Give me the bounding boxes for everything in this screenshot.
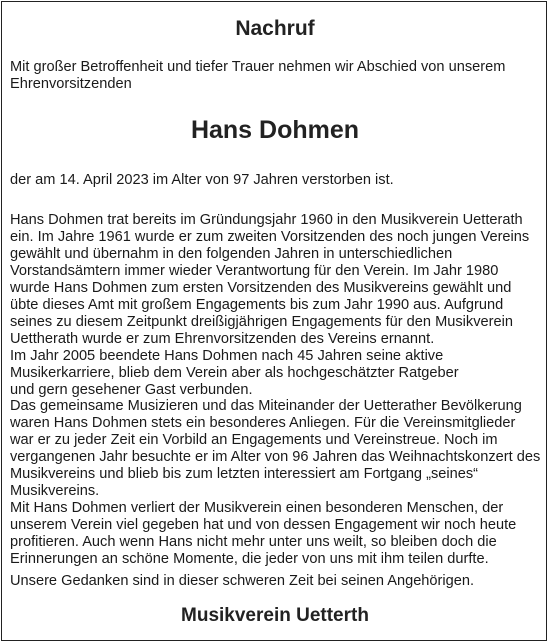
body-line: profitieren. Auch wenn Hans nicht mehr unter uns weilt, so bleiben doch die [10, 534, 497, 551]
intro-line: Mit großer Betroffenheit und tiefer Trauer nehmen wir Abschied von unserem [10, 59, 506, 75]
body-line: Musikvereins. [10, 483, 100, 500]
body-line: war er zu jeder Zeit ein Vorbild an Engagements und Vereinstreue. Noch im [10, 432, 498, 449]
signature: Musikverein Uetterth [181, 605, 369, 626]
body-line: vergangenen Jahr besuchte er im Alter von 96 Jahren das Weihnachtskonzert des [10, 449, 541, 466]
body-line: Im Jahr 2005 beendete Hans Dohmen nach 45 Jahren seine aktive [10, 347, 444, 364]
notice-title: Nachruf [235, 17, 315, 40]
body-line: Musikvereins und blieb bis zum letzten interessiert am Fortgang „seines“ [10, 466, 479, 483]
body-line: Das gemeinsame Musizieren und das Miteinander der Uetterather Bevölkerung [10, 398, 522, 415]
body-line: gewählt und übernahm in den folgenden Jahren in unterschiedlichen [10, 245, 453, 262]
body-line: Vorstandsämtern immer wieder Verantwortung für den Verein. Im Jahr 1980 [10, 262, 499, 279]
body-line: wurde Hans Dohmen zum ersten Vorsitzenden des Musikvereins gewählt und [10, 279, 512, 296]
closing-line: Unsere Gedanken sind in dieser schweren Zeit bei seinen Angehörigen. [10, 573, 475, 589]
body-line: Musikerkarriere, blieb dem Verein aber als hochgeschätzter Ratgeber [10, 364, 459, 381]
body-line: und gern gesehener Gast verbunden. [10, 381, 253, 398]
body-line: Uettherath wurde er zum Ehrenvorsitzenden des Vereins ernannt. [10, 330, 435, 347]
deceased-name: Hans Dohmen [190, 116, 360, 144]
body-line: ein. Im Jahre 1961 wurde er zum zweiten Vorsitzenden des noch jungen Vereins [10, 228, 530, 245]
body-line: seines zu diesem Zeitpunkt dreißigjährigen Engagements für den Musikverein [10, 313, 513, 330]
death-line: der am 14. April 2023 im Alter von 97 Jahren verstorben ist. [10, 172, 394, 188]
body-line: Mit Hans Dohmen verliert der Musikverein einen besonderen Menschen, der [10, 500, 504, 517]
body-line: unserem Verein viel gegeben hat und von dessen Engagement wir noch heute [10, 517, 517, 534]
intro-line: Ehrenvorsitzenden [10, 76, 132, 92]
body-line: Hans Dohmen trat bereits im Gründungsjahr 1960 in den Musikverein Uetterath [10, 212, 523, 228]
body-line: übte dieses Amt mit großem Engagements bis zum Jahr 1990 aus. Aufgrund [10, 296, 504, 313]
body-line: Erinnerungen an schöne Momente, die jeder von uns mit ihm teilen durfte. [10, 551, 489, 567]
body-line: waren Hans Dohmen stets ein besonderes Anliegen. Für die Vereinsmitglieder [10, 415, 516, 432]
